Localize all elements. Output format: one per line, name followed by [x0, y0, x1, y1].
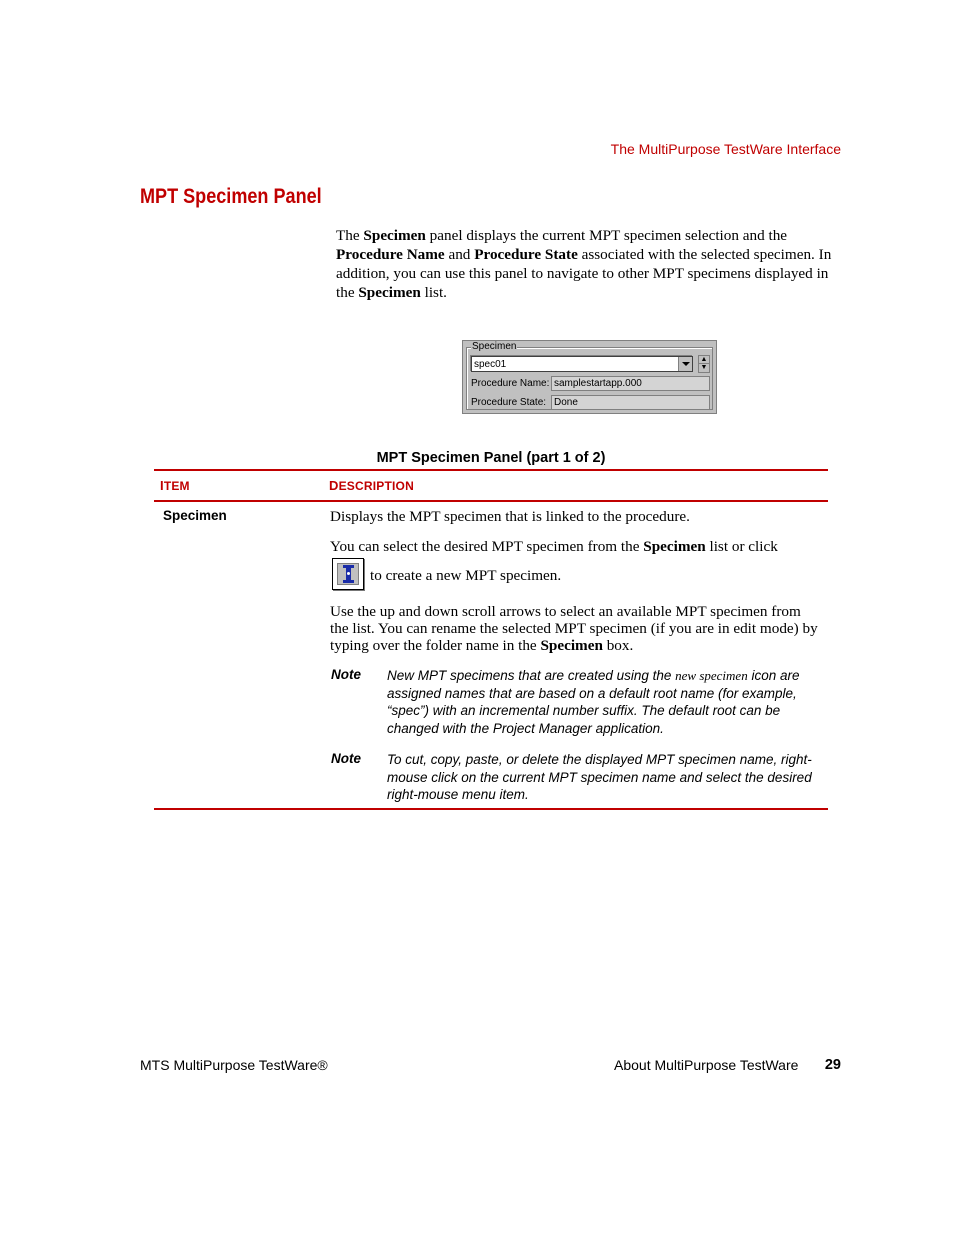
column-header-item: ITEM: [160, 478, 190, 493]
table-top-rule: [154, 469, 828, 471]
table-row-item: Specimen: [163, 508, 227, 523]
specimen-spin-control[interactable]: [698, 355, 710, 373]
description-paragraph-3: Use the up and down scroll arrows to select an available MPT specimen from the list. You can rename the selected MPT specimen (if you are in edit mode) by typing over the folder name in the Specimen box.: [330, 603, 818, 654]
footer-book-title: MTS MultiPurpose TestWare®: [140, 1057, 328, 1073]
note-text-1: New MPT specimens that are created using the new specimen icon are assigned names that are based on a default root name (for example, “spec”) with an incremental number suffix. The default root can be changed with the Project Manager application.: [387, 668, 800, 736]
spin-up-arrow-icon[interactable]: ▲: [700, 355, 708, 363]
specimen-panel-screenshot: [462, 340, 717, 414]
page-number: 29: [824, 1057, 841, 1073]
procedure-state-field: Done: [551, 395, 710, 410]
note-label-2: Note: [331, 751, 361, 766]
description-paragraph-2-cont: to create a new MPT specimen.: [370, 567, 562, 584]
intro-paragraph: The Specimen panel displays the current MPT specimen selection and the Procedure Name and Procedure State associated with the selected specimen. In addition, you can use this panel to navigate to other MPT specimens displayed in the Specimen list.: [336, 227, 832, 301]
procedure-name-label: Procedure Name:: [471, 378, 550, 389]
description-paragraph-2: You can select the desired MPT specimen from the Specimen list or click: [330, 538, 778, 555]
column-header-description: DESCRIPTION: [329, 478, 414, 493]
specimen-combobox[interactable]: [471, 356, 693, 372]
table-bottom-rule: [154, 808, 828, 810]
note-text-2: To cut, copy, paste, or delete the displayed MPT specimen name, right-mouse click on the current MPT specimen name and select the desired right-mouse menu item.: [387, 752, 812, 802]
chevron-down-icon: [682, 362, 690, 366]
section-title: MPT Specimen Panel: [140, 185, 322, 208]
table-header-rule: [154, 500, 828, 502]
specimen-combobox-value: spec01: [474, 359, 507, 370]
specimen-group-label: Specimen: [472, 341, 517, 352]
spin-down-arrow-icon[interactable]: ▼: [700, 364, 708, 371]
procedure-state-label: Procedure State:: [471, 397, 547, 408]
footer-chapter-title: About MultiPurpose TestWare: [614, 1057, 799, 1073]
table-caption: MPT Specimen Panel (part 1 of 2): [376, 450, 606, 466]
description-paragraph-1: Displays the MPT specimen that is linked to the procedure.: [330, 508, 690, 525]
running-header: The MultiPurpose TestWare Interface: [610, 141, 841, 157]
procedure-name-field: samplestartapp.000: [551, 376, 710, 391]
note-label-1: Note: [331, 667, 361, 682]
new-specimen-icon: [332, 558, 364, 590]
combobox-dropdown-button[interactable]: [678, 357, 692, 371]
